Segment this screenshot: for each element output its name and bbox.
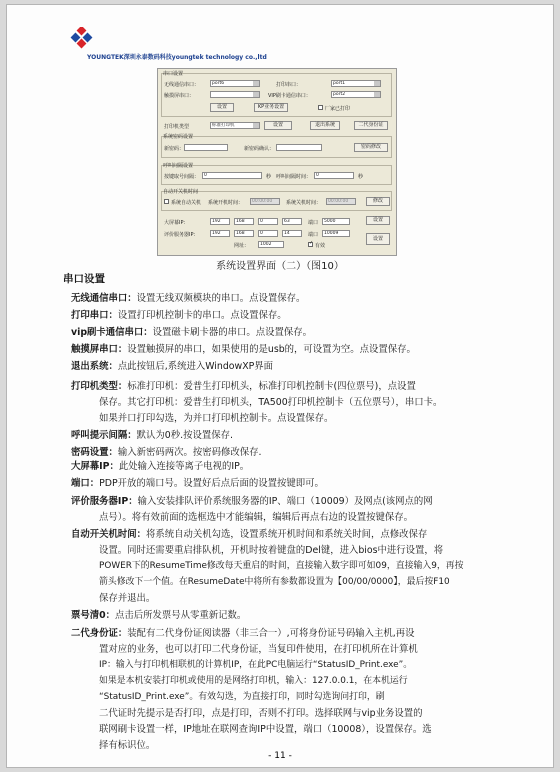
paragraph bbox=[71, 427, 233, 441]
paragraph bbox=[71, 444, 262, 458]
paragraph bbox=[71, 341, 416, 355]
eval-port-input[interactable]: 10009 bbox=[322, 230, 350, 237]
term: 评价服务器IP： bbox=[71, 496, 138, 507]
description: 输入新密码两次。按密码修改保存. bbox=[117, 447, 262, 458]
paragraph-cont: “StatusID_Print.exe”。有效勾选，为直接打印，同时勾选询问打印，刷 bbox=[99, 692, 385, 702]
call1-input[interactable]: 0 bbox=[202, 172, 262, 179]
call1-label: 按键取号间隔： bbox=[164, 174, 200, 180]
screen-port-input[interactable]: 5000 bbox=[322, 218, 350, 225]
paragraph-cont: 设置。同时还需要重启排队机，开机时按着键盘的Del键，进入bios中进行设置，将 bbox=[99, 545, 444, 556]
enable-label: 有效 bbox=[315, 243, 326, 249]
new-password-label: 新密码： bbox=[164, 146, 185, 152]
serial-set-button[interactable]: 设置 bbox=[210, 103, 234, 112]
serial-group-title: 串口设置 bbox=[163, 71, 184, 77]
eval-ip-4[interactable]: 14 bbox=[282, 230, 302, 237]
new-password-input[interactable] bbox=[184, 144, 228, 151]
eval-ip-1[interactable]: 192 bbox=[210, 230, 230, 237]
paragraph bbox=[71, 458, 249, 472]
term: 触摸屏串口： bbox=[71, 344, 128, 355]
description: 点击后所发票号从零重新记数。 bbox=[115, 610, 247, 621]
wireless-label: 无线通信串口： bbox=[164, 82, 200, 88]
auto-power-title: 自动开关机时间 bbox=[163, 189, 199, 195]
settings-dialog bbox=[157, 68, 397, 256]
screen-ip-4[interactable]: 63 bbox=[282, 218, 302, 225]
paragraph-cont: 保存并退出。 bbox=[99, 593, 156, 604]
term: 无线通信串口： bbox=[71, 293, 137, 304]
term: 密码设置： bbox=[71, 447, 118, 458]
paragraph bbox=[71, 290, 305, 304]
printer-set-button[interactable]: 设置 bbox=[264, 121, 292, 130]
eval-set-button[interactable]: 设置 bbox=[366, 233, 390, 245]
start-time-input[interactable]: 00:00:00 bbox=[250, 198, 280, 205]
printer-type-select[interactable]: 标准打印机 bbox=[210, 122, 260, 129]
call1-unit: 秒 bbox=[266, 174, 272, 180]
paragraph-cont: 择有标识位。 bbox=[99, 740, 156, 751]
screen-set-button[interactable]: 设置 bbox=[366, 216, 390, 225]
print-port-select[interactable]: port1 bbox=[331, 80, 381, 87]
paragraph-cont: POWER下的ResumeTime修改每天重启的时间，直接输入数字即可如09，直接输入9，再按 bbox=[99, 561, 464, 571]
password-group-title: 系统密码设置 bbox=[163, 134, 194, 140]
change-password-button[interactable]: 密码修改 bbox=[354, 143, 388, 152]
printer-type-label: 打印机类型 bbox=[164, 124, 190, 130]
factory-print-checkbox[interactable] bbox=[318, 105, 323, 110]
figure-caption: 系统设置界面（二）（图10） bbox=[216, 261, 344, 272]
print-port-label: 打印串口： bbox=[276, 82, 302, 88]
paragraph-cont: 点号）。将有效前面的选框选中才能编辑，编辑后再点右边的设置按键保存。 bbox=[99, 512, 414, 523]
eval-ip-2[interactable]: 168 bbox=[234, 230, 254, 237]
call-interval-title: 呼叫间隔设置 bbox=[163, 163, 194, 169]
confirm-password-label: 新密码确认： bbox=[244, 146, 275, 152]
description: 设置磁卡刷卡器的串口。点设置保存。 bbox=[152, 327, 313, 338]
description: 设置触摸屏的串口，如果使用的是usb的，可设置为空。点设置保存。 bbox=[127, 344, 416, 355]
paragraph-cont: 二代证时先提示是否打印，点是打印，否则不打印。选择联网与vip业务设置的 bbox=[99, 708, 423, 719]
eval-ip-label: 评价服务器IP： bbox=[164, 232, 199, 238]
kp-settings-button[interactable]: KP业务设置 bbox=[254, 103, 288, 112]
branch-input[interactable]: 1002 bbox=[258, 241, 284, 248]
paragraph bbox=[71, 358, 273, 372]
screen-ip-3[interactable]: 0 bbox=[258, 218, 278, 225]
term: 大屏幕IP： bbox=[71, 461, 119, 472]
call2-input[interactable]: 0 bbox=[314, 172, 354, 179]
page-number: - 11 - bbox=[268, 751, 292, 761]
paragraph bbox=[71, 607, 246, 621]
term: 打印机类型： bbox=[71, 381, 128, 392]
paragraph bbox=[71, 526, 427, 540]
modify-button[interactable]: 修改 bbox=[366, 197, 390, 206]
vip-select[interactable]: port2 bbox=[331, 91, 381, 98]
call2-unit: 秒 bbox=[358, 174, 364, 180]
vip-label: VIP刷卡通信串口： bbox=[268, 93, 311, 99]
paragraph-cont: 联网刷卡设置一样，IP地址在联网查询IP中设置，端口（10008），设置保存。选 bbox=[99, 724, 432, 735]
description: 将系统自动关机勾选，设置系统开机时间和系统关时间，点修改保存 bbox=[146, 529, 428, 540]
description: 默认为0秒.按设置保存. bbox=[136, 430, 233, 441]
wireless-select[interactable]: port6 bbox=[210, 80, 260, 87]
branch-label: 网址： bbox=[234, 243, 250, 249]
term: 自动开关机时间： bbox=[71, 529, 147, 540]
description: 装配有二代身份证阅读器（非三合一）,可将身份证号码输入主机,再设 bbox=[127, 628, 415, 639]
paragraph bbox=[71, 307, 287, 321]
start-time-label: 系统开机时间： bbox=[208, 200, 244, 206]
screen-port-label: 端口 bbox=[308, 220, 319, 226]
term: 二代身份证： bbox=[71, 628, 128, 639]
screen-ip-1[interactable]: 192 bbox=[210, 218, 230, 225]
call2-label: 呼叫间隔时间： bbox=[276, 174, 312, 180]
touch-label: 触摸屏串口： bbox=[164, 93, 195, 99]
paragraph bbox=[71, 378, 416, 392]
paragraph-cont: 如果并口打印勾选，为并口打印机控制卡。点设置保存。 bbox=[99, 413, 334, 424]
enable-checkbox[interactable] bbox=[308, 242, 313, 247]
paragraph-cont: 保存。其它打印机：爱普生打印机头，TA500打印机控制卡（五位票号），串口卡。 bbox=[99, 397, 443, 408]
auto-shutdown-label: 系统自动关机 bbox=[171, 200, 202, 206]
eval-port-label: 端口 bbox=[308, 232, 319, 238]
section-title: 串口设置 bbox=[63, 273, 105, 285]
description: PDP开放的端口号。设置好后点后面的设置按键即可。 bbox=[99, 478, 324, 489]
company-logo-icon bbox=[69, 27, 97, 53]
factory-print-label: 厂家已打印 bbox=[325, 106, 351, 112]
description: 此处输入连接等离子电视的IP。 bbox=[118, 461, 250, 472]
description: 标准打印机：爱普生打印机头，标准打印机控制卡(四位票号)，点设置 bbox=[127, 381, 416, 392]
paragraph-cont: 置对应的业务，也可以打印二代身份证，当复印件使用，在打印机所在计算机 bbox=[99, 644, 418, 655]
id-card-button[interactable]: 二代身份证 bbox=[354, 121, 388, 130]
screen-ip-2[interactable]: 168 bbox=[234, 218, 254, 225]
stop-time-label: 系统关机时间： bbox=[286, 200, 322, 206]
auto-shutdown-checkbox[interactable] bbox=[164, 199, 169, 204]
exit-system-button[interactable]: 退出系统 bbox=[310, 121, 340, 130]
confirm-password-input[interactable] bbox=[276, 144, 322, 151]
touch-select[interactable] bbox=[210, 91, 260, 98]
paragraph bbox=[71, 625, 414, 639]
screen-ip-label: 大屏幕IP： bbox=[164, 220, 189, 226]
term: 打印串口： bbox=[71, 310, 118, 321]
description: 输入安装排队评价系统服务器的IP、端口（10009）及网点(该网点的网 bbox=[137, 496, 433, 507]
term: vip刷卡通信串口： bbox=[71, 327, 153, 338]
paragraph-cont: 如果是本机安装打印机或使用的是网络打印机，输入：127.0.0.1，在本机运行 bbox=[99, 676, 408, 686]
eval-ip-3[interactable]: 0 bbox=[258, 230, 278, 237]
description: 点此按钮后,系统进入WindowXP界面 bbox=[117, 361, 274, 372]
term: 呼叫提示间隔： bbox=[71, 430, 137, 441]
paragraph bbox=[71, 493, 433, 507]
term: 退出系统： bbox=[71, 361, 118, 372]
logo-text: YOUNGTEK深圳永泰数码科技youngtek technology co.,ltd bbox=[87, 54, 267, 61]
stop-time-input[interactable]: 00:00:00 bbox=[326, 198, 356, 205]
paragraph-cont: 箭头修改下一个值。在ResumeDate中将所有参数都设置为【00/00/0000】，最后按F10 bbox=[99, 577, 450, 587]
term: 端口： bbox=[71, 478, 100, 489]
description: 设置打印机控制卡的串口。点设置保存。 bbox=[117, 310, 287, 321]
description: 设置无线双频模块的串口。点设置保存。 bbox=[136, 293, 306, 304]
term: 票号清0： bbox=[71, 610, 116, 621]
document-page bbox=[6, 4, 554, 768]
paragraph-cont: IP：输入与打印机相联机的计算机IP，在此PC电脑运行“StatusID_Print.exe”。 bbox=[99, 660, 413, 670]
paragraph bbox=[71, 324, 312, 338]
paragraph bbox=[71, 475, 324, 489]
